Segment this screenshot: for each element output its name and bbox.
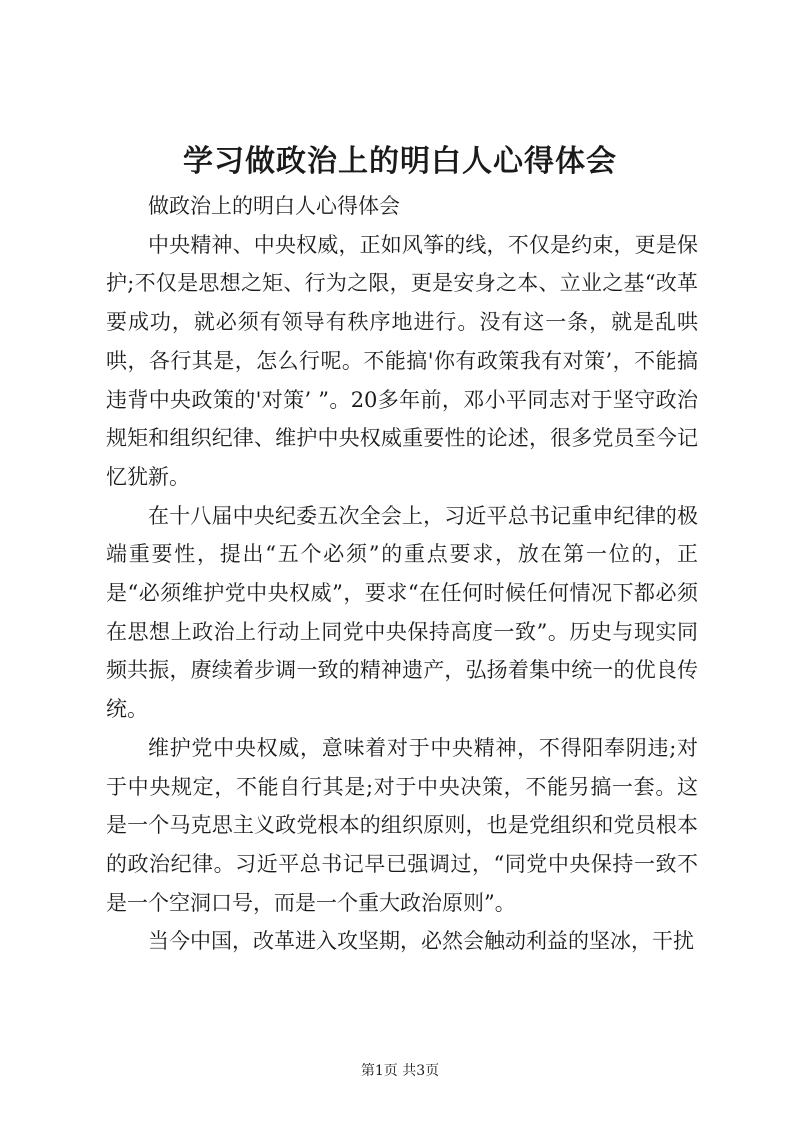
document-body: [106, 187, 698, 961]
paragraph: 维护党中央权威，意味着对于中央精神，不得阳奉阴违;对于中央规定，不能自行其是;对于中央决策，不能另搞一套。这是一个马克思主义政党根本的组织原则，也是党组织和党员根本的政治纪律。习近平总书记早已强调过，“同党中央保持一致不是一个空洞口号，而是一个重大政治原则”。: [106, 735, 698, 915]
document-title: 学习做政治上的明白人心得体会: [183, 144, 617, 179]
paragraph: 中央精神、中央权威，正如风筝的线，不仅是约束，更是保护;不仅是思想之矩、行为之限，更是安身之本、立业之基“改革要成功，就必须有领导有秩序地进行。没有这一条，就是乱哄哄，各行其是，怎么行呢。不能搞'你有政策我有对策’，不能搞违背中央政策的'对策’ ”。20多年前，邓小平同志对于坚守政治规矩和组织纪律、维护中央权威重要性的论述，很多党员至今记忆犹新。: [106, 232, 698, 489]
page-footer: 第1页 共3页: [360, 1063, 440, 1079]
paragraph: 在十八届中央纪委五次全会上，习近平总书记重申纪律的极端重要性，提出“五个必须”的重点要求，放在第一位的，正是“必须维护党中央权威”，要求“在任何时候任何情况下都必须在思想上政治上行动上同党中央保持高度一致”。历史与现实同频共振，赓续着步调一致的精神遗产，弘扬着集中统一的优良传统。: [106, 503, 698, 722]
paragraph-subtitle: 做政治上的明白人心得体会: [148, 194, 400, 218]
paragraph: 当今中国，改革进入攻坚期，必然会触动利益的坚冰，干扰: [148, 929, 694, 954]
